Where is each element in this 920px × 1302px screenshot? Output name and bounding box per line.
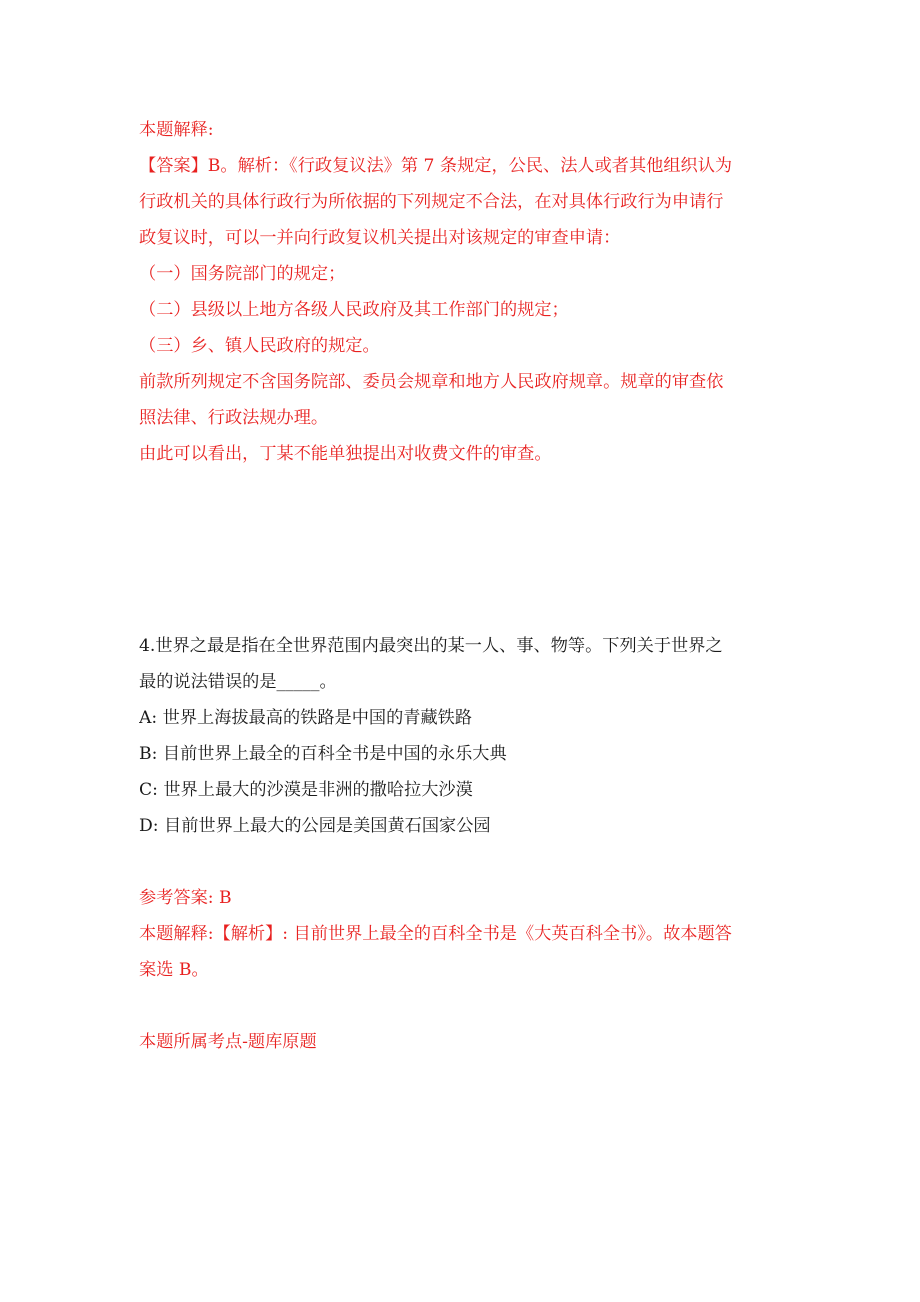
prev-explanation-line: （二）县级以上地方各级人民政府及其工作部门的规定； <box>139 300 569 320</box>
option-a: A: 世界上海拔最高的铁路是中国的青藏铁路 <box>139 708 473 728</box>
prev-explanation-line: 政复议时，可以一并向行政复议机关提出对该规定的审查申请： <box>139 228 621 248</box>
prev-explanation-line: 【答案】B。解析：《行政复议法》第 7 条规定，公民、法人或者其他组织认为 <box>139 156 733 176</box>
knowledge-point: 本题所属考点-题库原题 <box>139 1032 317 1052</box>
prev-explanation-line: 前款所列规定不含国务院部、委员会规章和地方人民政府规章。规章的审查依 <box>139 372 724 392</box>
reference-answer: 参考答案: B <box>139 888 232 908</box>
answer-explanation-line: 本题解释:【解析】: 目前世界上最全的百科全书是《大英百科全书》。故本题答 <box>139 924 732 944</box>
prev-explanation-line: 由此可以看出，丁某不能单独提出对收费文件的审查。 <box>139 444 552 464</box>
option-c: C: 世界上最大的沙漠是非洲的撒哈拉大沙漠 <box>139 780 473 800</box>
question-stem: 最的说法错误的是_____。 <box>139 672 337 692</box>
prev-explanation-line: （一）国务院部门的规定； <box>139 264 346 284</box>
answer-explanation-line: 案选 B。 <box>139 960 209 980</box>
prev-explanation-line: （三）乡、镇人民政府的规定。 <box>139 336 380 356</box>
prev-explanation-line: 行政机关的具体行政行为所依据的下列规定不合法，在对具体行政行为申请行 <box>139 192 724 212</box>
option-b: B: 目前世界上最全的百科全书是中国的永乐大典 <box>139 744 507 764</box>
prev-explanation-line: 照法律、行政法规办理。 <box>139 408 329 428</box>
prev-explanation-heading: 本题解释: <box>139 120 214 140</box>
option-d: D: 目前世界上最大的公园是美国黄石国家公园 <box>139 816 491 836</box>
question-stem: 4.世界之最是指在全世界范围内最突出的某一人、事、物等。下列关于世界之 <box>139 636 723 656</box>
